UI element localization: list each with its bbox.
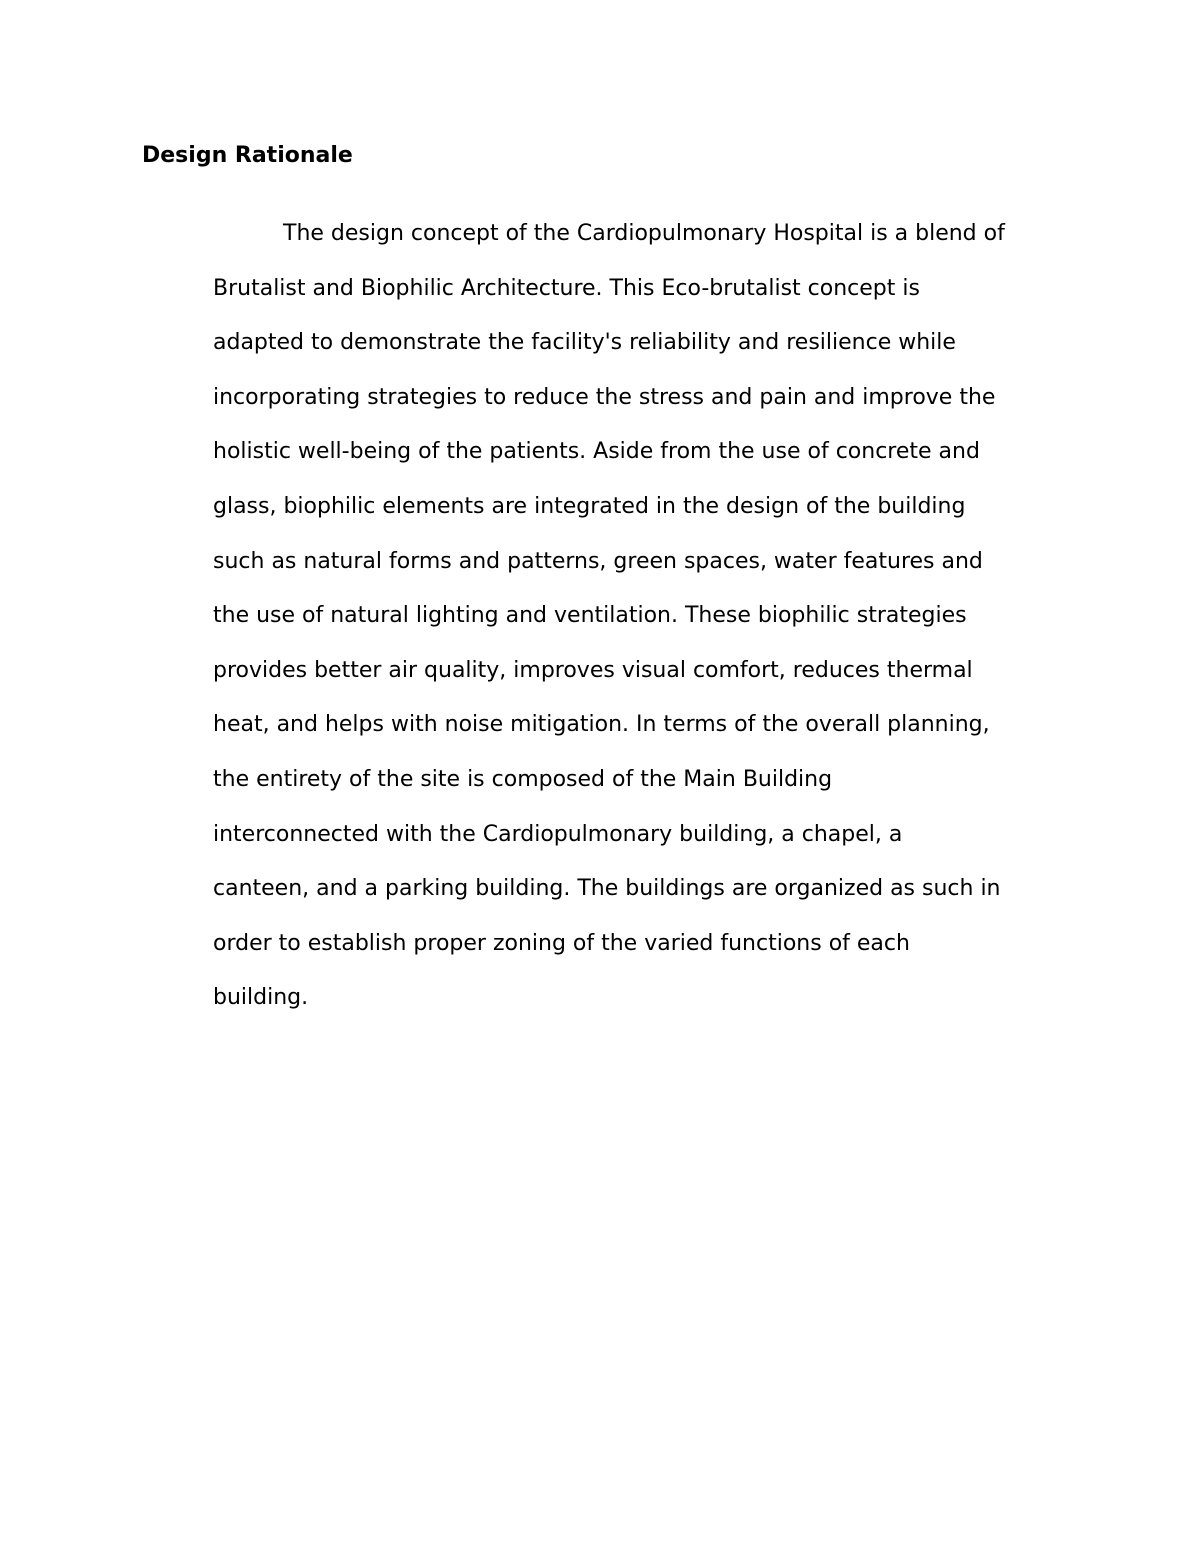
paragraph-line: building.: [213, 985, 309, 1011]
paragraph-line: the use of natural lighting and ventilation. These biophilic strategies: [213, 603, 967, 629]
paragraph-line: the entirety of the site is composed of the Main Building: [213, 766, 833, 792]
paragraph-line: adapted to demonstrate the facility's reliability and resilience while: [213, 330, 956, 356]
paragraph-line: glass, biophilic elements are integrated in the design of the building: [213, 493, 966, 519]
paragraph-line: order to establish proper zoning of the varied functions of each: [213, 930, 910, 956]
paragraph-line: canteen, and a parking building. The buildings are organized as such in: [213, 876, 1001, 902]
paragraph-line: incorporating strategies to reduce the stress and pain and improve the: [213, 384, 996, 410]
paragraph-line: holistic well-being of the patients. Aside from the use of concrete and: [213, 439, 980, 465]
paragraph-line: The design concept of the Cardiopulmonary Hospital is a blend of: [283, 221, 1005, 246]
paragraph-line: provides better air quality, improves visual comfort, reduces thermal: [213, 657, 973, 683]
paragraph-line: Brutalist and Biophilic Architecture. This Eco-brutalist concept is: [213, 275, 920, 301]
body-paragraph: [213, 207, 1113, 1026]
paragraph-line: heat, and helps with noise mitigation. In terms of the overall planning,: [213, 712, 990, 738]
paragraph-line: interconnected with the Cardiopulmonary building, a chapel, a: [213, 821, 903, 847]
paragraph-line: such as natural forms and patterns, green spaces, water features and: [213, 548, 983, 574]
section-heading: Design Rationale: [142, 143, 353, 168]
